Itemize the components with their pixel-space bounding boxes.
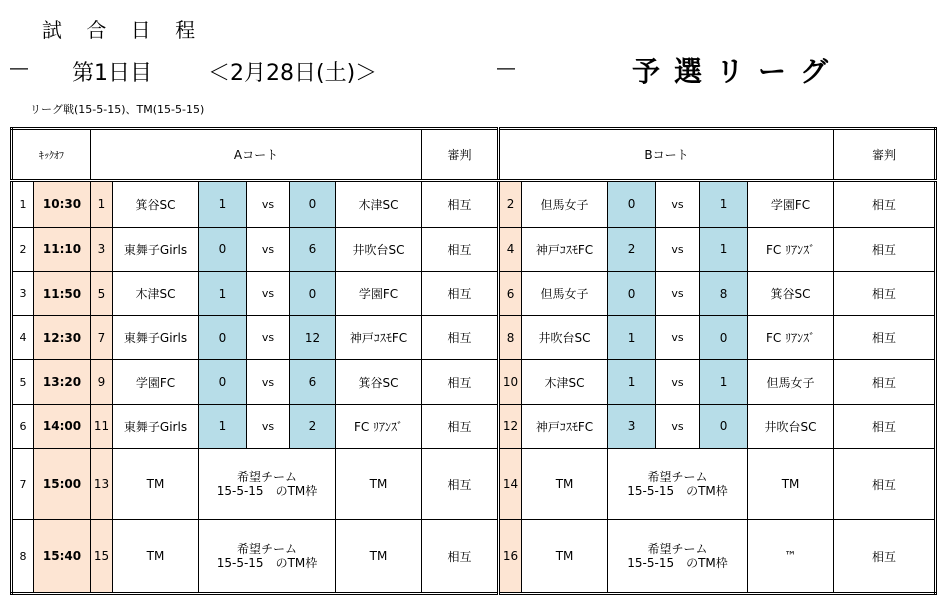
- away-score: 0: [700, 316, 748, 360]
- referee-cell: 相互: [422, 227, 499, 271]
- away-team: 箕谷SC: [336, 360, 422, 404]
- date-label: ＜2月28日(土)＞: [208, 61, 378, 86]
- match-row: [12, 316, 936, 360]
- kickoff-time: 15:40: [34, 520, 91, 594]
- kickoff-time: 14:00: [34, 404, 91, 448]
- match-number: 1: [91, 181, 113, 228]
- match-number: 16: [499, 520, 522, 594]
- day-label: 第1日目: [72, 61, 152, 86]
- home-score: 2: [608, 227, 656, 271]
- referee-header-a: 審判: [422, 129, 499, 181]
- vs-label: vs: [247, 316, 290, 360]
- home-team: TM: [113, 448, 199, 519]
- away-score: 2: [290, 404, 336, 448]
- match-number: 12: [499, 404, 522, 448]
- vs-label: vs: [247, 404, 290, 448]
- home-team: 木津SC: [522, 360, 608, 404]
- match-row: [12, 271, 936, 315]
- kickoff-time: 13:20: [34, 360, 91, 404]
- away-team: 学園FC: [336, 271, 422, 315]
- away-team: TM: [336, 520, 422, 594]
- match-number: 9: [91, 360, 113, 404]
- away-team: TM: [748, 448, 834, 519]
- kickoff-time: 11:50: [34, 271, 91, 315]
- dash-right: ―: [497, 58, 515, 79]
- home-team: 但馬女子: [522, 271, 608, 315]
- match-row: [12, 360, 936, 404]
- home-team: 井吹台SC: [522, 316, 608, 360]
- home-score: 0: [199, 227, 247, 271]
- away-team: ™: [748, 520, 834, 594]
- match-number: 3: [91, 227, 113, 271]
- vs-label: vs: [247, 227, 290, 271]
- court-b-header: Bコート: [499, 129, 834, 181]
- referee-cell: 相互: [422, 360, 499, 404]
- match-number: 10: [499, 360, 522, 404]
- home-team: TM: [113, 520, 199, 594]
- referee-cell: 相互: [834, 520, 936, 594]
- referee-cell: 相互: [422, 271, 499, 315]
- tm-row: [12, 520, 936, 594]
- schedule-table: [10, 127, 937, 595]
- vs-label: vs: [656, 227, 700, 271]
- home-score: 0: [199, 316, 247, 360]
- home-score: 1: [199, 181, 247, 228]
- home-team: 神戸ｺｽﾓFC: [522, 404, 608, 448]
- home-team: TM: [522, 520, 608, 594]
- match-number: 6: [499, 271, 522, 315]
- kickoff-header: ｷｯｸｵﾌ: [12, 129, 91, 181]
- tm-slot-line-1: 希望チーム: [236, 542, 297, 557]
- home-team: 東舞子Girls: [113, 404, 199, 448]
- referee-cell: 相互: [834, 404, 936, 448]
- away-score: 6: [290, 360, 336, 404]
- format-note: リーグ戦(15-5-15)、TM(15-5-15): [30, 103, 205, 116]
- dash-left: ―: [10, 58, 28, 79]
- match-number: 7: [91, 316, 113, 360]
- match-number: 13: [91, 448, 113, 519]
- away-team: FC ﾘｱﾝｽﾞ: [336, 404, 422, 448]
- match-row: [12, 404, 936, 448]
- away-team: 学園FC: [748, 181, 834, 228]
- referee-cell: 相互: [834, 227, 936, 271]
- away-team: 木津SC: [336, 181, 422, 228]
- tm-slot-line-1: 希望チーム: [236, 470, 297, 485]
- vs-label: vs: [656, 404, 700, 448]
- home-team: 東舞子Girls: [113, 227, 199, 271]
- match-number: 4: [499, 227, 522, 271]
- referee-cell: 相互: [422, 404, 499, 448]
- tm-slot-note: [199, 520, 336, 594]
- home-team: 東舞子Girls: [113, 316, 199, 360]
- vs-label: vs: [247, 360, 290, 404]
- match-number: 15: [91, 520, 113, 594]
- match-number: 14: [499, 448, 522, 519]
- referee-cell: 相互: [834, 448, 936, 519]
- kickoff-time: 15:00: [34, 448, 91, 519]
- home-team: TM: [522, 448, 608, 519]
- kickoff-time: 12:30: [34, 316, 91, 360]
- vs-label: vs: [656, 271, 700, 315]
- referee-cell: 相互: [422, 181, 499, 228]
- away-team: TM: [336, 448, 422, 519]
- row-number: 1: [12, 181, 34, 228]
- header-row: [12, 129, 936, 181]
- tm-slot-line-2: 15-5-15 のTM枠: [216, 556, 318, 571]
- kickoff-time: 10:30: [34, 181, 91, 228]
- home-team: 箕谷SC: [113, 181, 199, 228]
- away-score: 6: [290, 227, 336, 271]
- tm-slot-note: [608, 520, 748, 594]
- away-team: 但馬女子: [748, 360, 834, 404]
- tm-slot-note: [608, 448, 748, 519]
- away-score: 0: [290, 271, 336, 315]
- away-team: FC ﾘｱﾝｽﾞ: [748, 227, 834, 271]
- home-team: 学園FC: [113, 360, 199, 404]
- referee-cell: 相互: [834, 316, 936, 360]
- match-row: [12, 181, 936, 228]
- page-title: 試 合 日 程: [42, 18, 205, 42]
- away-score: 0: [290, 181, 336, 228]
- tm-row: [12, 448, 936, 519]
- away-team: 井吹台SC: [748, 404, 834, 448]
- vs-label: vs: [247, 271, 290, 315]
- referee-cell: 相互: [834, 181, 936, 228]
- referee-cell: 相互: [834, 360, 936, 404]
- vs-label: vs: [247, 181, 290, 228]
- vs-label: vs: [656, 360, 700, 404]
- away-score: 1: [700, 181, 748, 228]
- away-score: 1: [700, 360, 748, 404]
- row-number: 3: [12, 271, 34, 315]
- row-number: 8: [12, 520, 34, 594]
- home-team: 神戸ｺｽﾓFC: [522, 227, 608, 271]
- away-score: 1: [700, 227, 748, 271]
- tm-slot-line-1: 希望チーム: [647, 470, 708, 485]
- home-score: 3: [608, 404, 656, 448]
- home-score: 1: [608, 360, 656, 404]
- away-score: 0: [700, 404, 748, 448]
- match-number: 2: [499, 181, 522, 228]
- row-number: 6: [12, 404, 34, 448]
- match-number: 11: [91, 404, 113, 448]
- kickoff-time: 11:10: [34, 227, 91, 271]
- tm-slot-line-1: 希望チーム: [647, 542, 708, 557]
- tm-slot-note: [199, 448, 336, 519]
- home-score: 0: [608, 271, 656, 315]
- preliminary-league-heading: 予選リーグ: [632, 55, 843, 88]
- away-team: 箕谷SC: [748, 271, 834, 315]
- row-number: 4: [12, 316, 34, 360]
- away-team: FC ﾘｱﾝｽﾞ: [748, 316, 834, 360]
- row-number: 7: [12, 448, 34, 519]
- away-team: 井吹台SC: [336, 227, 422, 271]
- row-number: 5: [12, 360, 34, 404]
- home-score: 0: [199, 360, 247, 404]
- tm-slot-line-2: 15-5-15 のTM枠: [627, 484, 728, 499]
- away-score: 12: [290, 316, 336, 360]
- referee-header-b: 審判: [834, 129, 936, 181]
- vs-label: vs: [656, 181, 700, 228]
- home-team: 但馬女子: [522, 181, 608, 228]
- home-score: 1: [608, 316, 656, 360]
- tm-slot-line-2: 15-5-15 のTM枠: [627, 556, 728, 571]
- referee-cell: 相互: [422, 520, 499, 594]
- referee-cell: 相互: [422, 448, 499, 519]
- home-team: 木津SC: [113, 271, 199, 315]
- referee-cell: 相互: [422, 316, 499, 360]
- row-number: 2: [12, 227, 34, 271]
- court-a-header: Aコート: [91, 129, 422, 181]
- away-team: 神戸ｺｽﾓFC: [336, 316, 422, 360]
- referee-cell: 相互: [834, 271, 936, 315]
- vs-label: vs: [656, 316, 700, 360]
- home-score: 1: [199, 271, 247, 315]
- home-score: 0: [608, 181, 656, 228]
- match-number: 8: [499, 316, 522, 360]
- match-number: 5: [91, 271, 113, 315]
- match-row: [12, 227, 936, 271]
- home-score: 1: [199, 404, 247, 448]
- away-score: 8: [700, 271, 748, 315]
- tm-slot-line-2: 15-5-15 のTM枠: [216, 484, 318, 499]
